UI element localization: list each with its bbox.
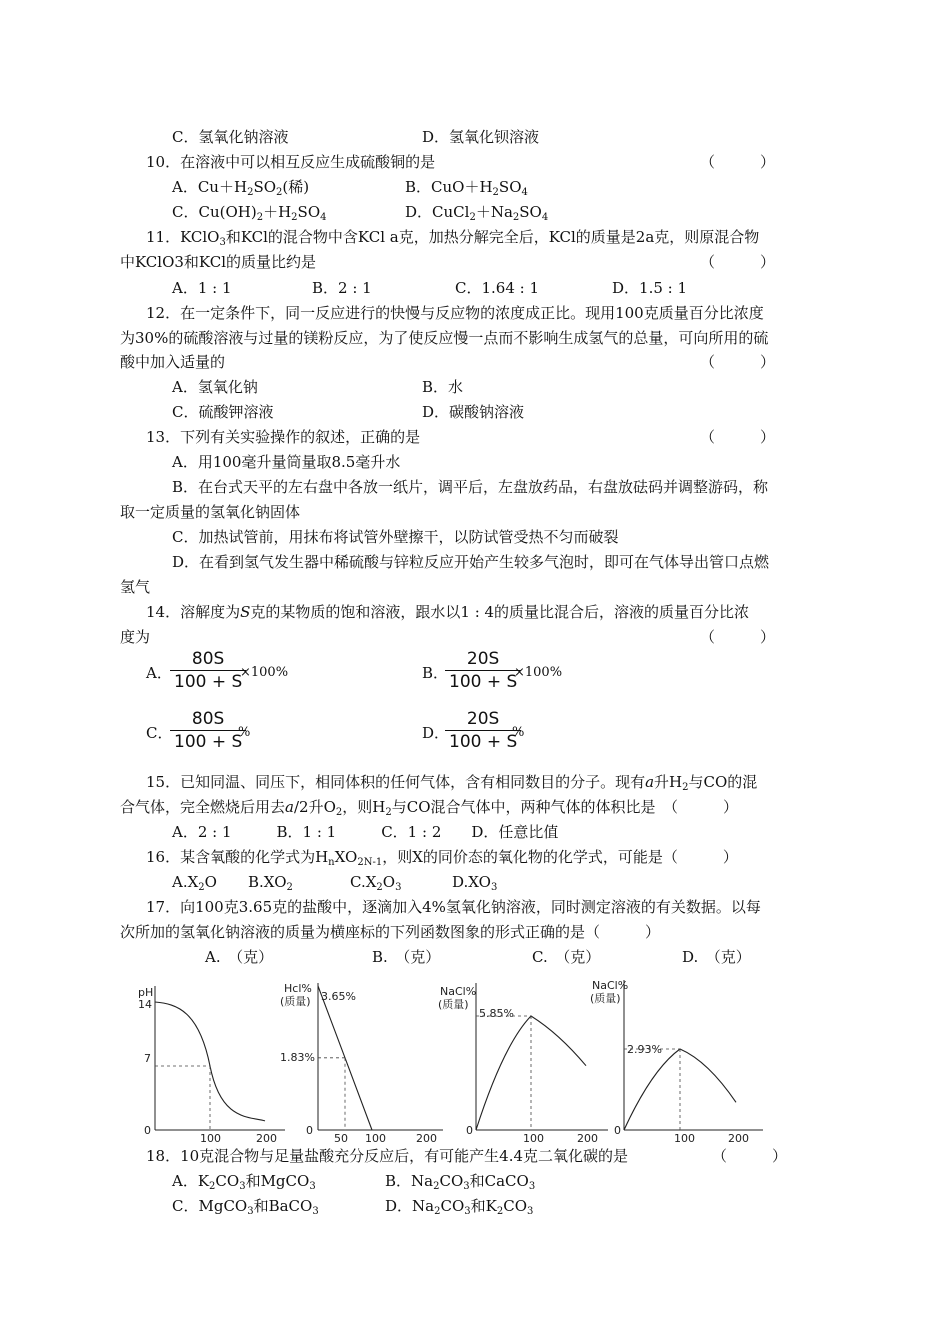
fraction-numerator: 20S bbox=[445, 648, 521, 671]
q14-option-b-suffix: ×100% bbox=[514, 665, 563, 680]
x-tick-label: 100 bbox=[200, 1132, 221, 1145]
q16-stem: 16．某含氧酸的化学式为$H_nXO_{2N-1}$，则X的同价态的氧化物的化学式，可能是（ ） bbox=[146, 848, 738, 868]
q12-answer-paren: （ ） bbox=[700, 353, 776, 371]
q18-option-d: D．$Na_2CO_3$和$K_2CO_3$ bbox=[385, 1197, 534, 1217]
chart-d-nacl bbox=[588, 975, 768, 1145]
y-tick-label: 5.85% bbox=[479, 1007, 514, 1020]
q13-answer-paren: （ ） bbox=[700, 428, 776, 446]
y-tick-label: 2.93% bbox=[627, 1043, 662, 1056]
fraction-denominator: 100 + S bbox=[174, 732, 243, 752]
q11-option-c: C．1.64 : 1 bbox=[455, 279, 540, 297]
q13-option-d-line1: D．在看到氢气发生器中稀硫酸与锌粒反应开始产生较多气泡时，即可在气体导出管口点燃 bbox=[172, 553, 770, 571]
q11-option-d: D．1.5 : 1 bbox=[612, 279, 688, 297]
fraction-denominator: 100 + S bbox=[449, 672, 518, 692]
q10-option-a: A．$Cu+H_2SO_2$(稀) bbox=[172, 178, 310, 198]
y-tick-label: 0 bbox=[306, 1124, 313, 1137]
q14-answer-paren: （ ） bbox=[700, 628, 776, 646]
q17-label-c: C. （克） bbox=[532, 948, 601, 966]
q14-option-c-fraction bbox=[170, 708, 246, 753]
q9-option-d: D．氢氧化钡溶液 bbox=[422, 128, 540, 146]
y-tick-label: 0 bbox=[614, 1124, 621, 1137]
x-tick-label: 200 bbox=[728, 1132, 749, 1145]
q14-option-c-label: C． bbox=[146, 724, 173, 742]
q14-option-d-fraction bbox=[445, 708, 521, 753]
q18-option-b: B．$Na_2CO_3$和CaCO$_3$ bbox=[385, 1172, 536, 1192]
q13-option-a: A．用100毫升量筒量取8.5毫升水 bbox=[172, 453, 401, 471]
q16-option-b: $B.XO_2$ bbox=[248, 873, 293, 893]
q17-label-a: A. （克） bbox=[205, 948, 274, 966]
chart-a-ph bbox=[130, 978, 290, 1148]
q15-options: A．2 : 1 B．1 : 1 C．1 : 2 D．任意比值 bbox=[172, 823, 559, 841]
q10-option-d: D．$CuCl_2+Na_2SO_4$ bbox=[405, 203, 549, 223]
fraction-denominator: 100 + S bbox=[174, 672, 243, 692]
q15-stem-line2: 合气体，完全燃烧后用去a/2升$O_2$，则$H_2$与CO混合气体中，两种气体的体积比是 （ ） bbox=[120, 798, 738, 818]
q16-option-a: $A.X_2O$ bbox=[172, 873, 217, 893]
q10-stem: 10．在溶液中可以相互反应生成硫酸铜的是 bbox=[146, 153, 436, 171]
q18-option-a: A．$K_2CO_3$和MgCO$_3$ bbox=[172, 1172, 316, 1192]
q12-stem-line3: 酸中加入适量的 bbox=[120, 353, 226, 371]
q13-stem: 13．下列有关实验操作的叙述，正确的是 bbox=[146, 428, 421, 446]
q16-option-c: $C.X_2O_3$ bbox=[350, 873, 402, 893]
x-tick-label: 200 bbox=[416, 1132, 437, 1145]
q12-option-c: C．硫酸钾溶液 bbox=[172, 403, 274, 421]
y-axis-label: NaCl% bbox=[440, 985, 477, 998]
y-tick-label: 7 bbox=[144, 1052, 151, 1065]
fraction-denominator: 100 + S bbox=[449, 732, 518, 752]
y-tick-label: 0 bbox=[466, 1124, 473, 1137]
fraction-numerator: 20S bbox=[445, 708, 521, 731]
q11-option-a: A．1 : 1 bbox=[172, 279, 232, 297]
q14-option-d-label: D． bbox=[422, 724, 450, 742]
q12-stem-line1: 12．在一定条件下，同一反应进行的快慢与反应物的浓度成正比。现用100克质量百分比浓度 bbox=[146, 304, 764, 322]
x-tick-label: 100 bbox=[523, 1132, 544, 1145]
y-tick-label: 14 bbox=[138, 998, 152, 1011]
q11-stem-line1: 11．KClO$_3$和KCl的混合物中含KCl a克，加热分解完全后，KCl的质量是2a克，则原混合物 bbox=[146, 228, 760, 248]
y-axis-label: pH bbox=[138, 986, 154, 999]
y-axis-label-unit: (质量) bbox=[590, 992, 621, 1005]
q12-option-d: D．碳酸钠溶液 bbox=[422, 403, 525, 421]
y-tick-label: 3.65% bbox=[321, 990, 356, 1003]
chart-c-nacl bbox=[436, 978, 611, 1148]
y-axis-label-unit: (质量) bbox=[280, 995, 311, 1008]
q17-label-d: D. （克） bbox=[682, 948, 751, 966]
q9-option-c: C．氢氧化钠溶液 bbox=[172, 128, 289, 146]
q10-answer-paren: （ ） bbox=[700, 153, 776, 171]
x-tick-label: 200 bbox=[256, 1132, 277, 1145]
q17-stem-line1: 17．向100克3.65克的盐酸中，逐滴加入4%氢氧化钠溶液，同时测定溶液的有关数据。以每 bbox=[146, 898, 761, 916]
q14-option-a-label: A． bbox=[146, 664, 172, 682]
x-tick-label: 100 bbox=[365, 1132, 386, 1145]
x-tick-label: 50 bbox=[334, 1132, 348, 1145]
q11-answer-paren: （ ） bbox=[700, 253, 776, 271]
q15-stem-line1: 15．已知同温、同压下，相同体积的任何气体，含有相同数目的分子。现有a升$H_2$与CO的混 bbox=[146, 773, 758, 793]
q16-option-d: $D.XO_3$ bbox=[452, 873, 498, 893]
y-tick-label: 1.83% bbox=[280, 1051, 315, 1064]
q14-option-d-suffix: % bbox=[512, 725, 525, 740]
q14-option-a-fraction bbox=[170, 648, 246, 693]
q12-stem-line2: 为30%的硫酸溶液与过量的镁粉反应，为了使反应慢一点而不影响生成氢气的总量，可向所用的硫 bbox=[120, 329, 769, 347]
q14-option-b-fraction bbox=[445, 648, 521, 693]
q17-label-b: B. （克） bbox=[372, 948, 441, 966]
q14-option-b-label: B． bbox=[422, 664, 449, 682]
q13-option-d-line2: 氢气 bbox=[120, 578, 151, 596]
q17-stem-line2: 次所加的氢氧化钠溶液的质量为横座标的下列函数图象的形式正确的是（ ） bbox=[120, 923, 661, 941]
q13-option-c: C．加热试管前，用抹布将试管外壁擦干，以防试管受热不匀而破裂 bbox=[172, 528, 619, 546]
q12-option-b: B．水 bbox=[422, 378, 464, 396]
chart-b-hcl bbox=[278, 978, 448, 1148]
q11-stem-line2: 中KClO3和KCl的质量比约是 bbox=[120, 253, 316, 271]
q14-stem-line2: 度为 bbox=[120, 628, 151, 646]
x-tick-label: 200 bbox=[577, 1132, 598, 1145]
fraction-numerator: 80S bbox=[170, 648, 246, 671]
q14-option-c-suffix: % bbox=[238, 725, 251, 740]
fraction-numerator: 80S bbox=[170, 708, 246, 731]
q13-option-b-line2: 取一定质量的氢氧化钠固体 bbox=[120, 503, 301, 521]
q18-answer-paren: （ ） bbox=[712, 1147, 788, 1165]
x-tick-label: 100 bbox=[674, 1132, 695, 1145]
y-tick-label: 0 bbox=[144, 1124, 151, 1137]
y-axis-label: Hcl% bbox=[284, 982, 312, 995]
q18-stem: 18．10克混合物与足量盐酸充分反应后，有可能产生4.4克二氧化碳的是 bbox=[146, 1147, 629, 1165]
q18-option-c: C．MgCO$_3$和BaCO$_3$ bbox=[172, 1197, 319, 1217]
q10-option-c: C．$Cu(OH)_2+H_2SO_4$ bbox=[172, 203, 327, 223]
q11-option-b: B．2 : 1 bbox=[312, 279, 372, 297]
q14-option-a-suffix: ×100% bbox=[240, 665, 289, 680]
q10-option-b: B．$CuO+H_2SO_4$ bbox=[405, 178, 528, 198]
y-axis-label-unit: (质量) bbox=[438, 998, 469, 1011]
q12-option-a: A．氢氧化钠 bbox=[172, 378, 258, 396]
y-axis-label: NaCl% bbox=[592, 979, 629, 992]
q13-option-b-line1: B．在台式天平的左右盘中各放一纸片，调平后，左盘放药品，右盘放砝码并调整游码，称 bbox=[172, 478, 769, 496]
q14-stem-line1: 14．溶解度为S克的某物质的饱和溶液，跟水以1 : 4的质量比混合后，溶液的质量百分比浓 bbox=[146, 603, 750, 621]
